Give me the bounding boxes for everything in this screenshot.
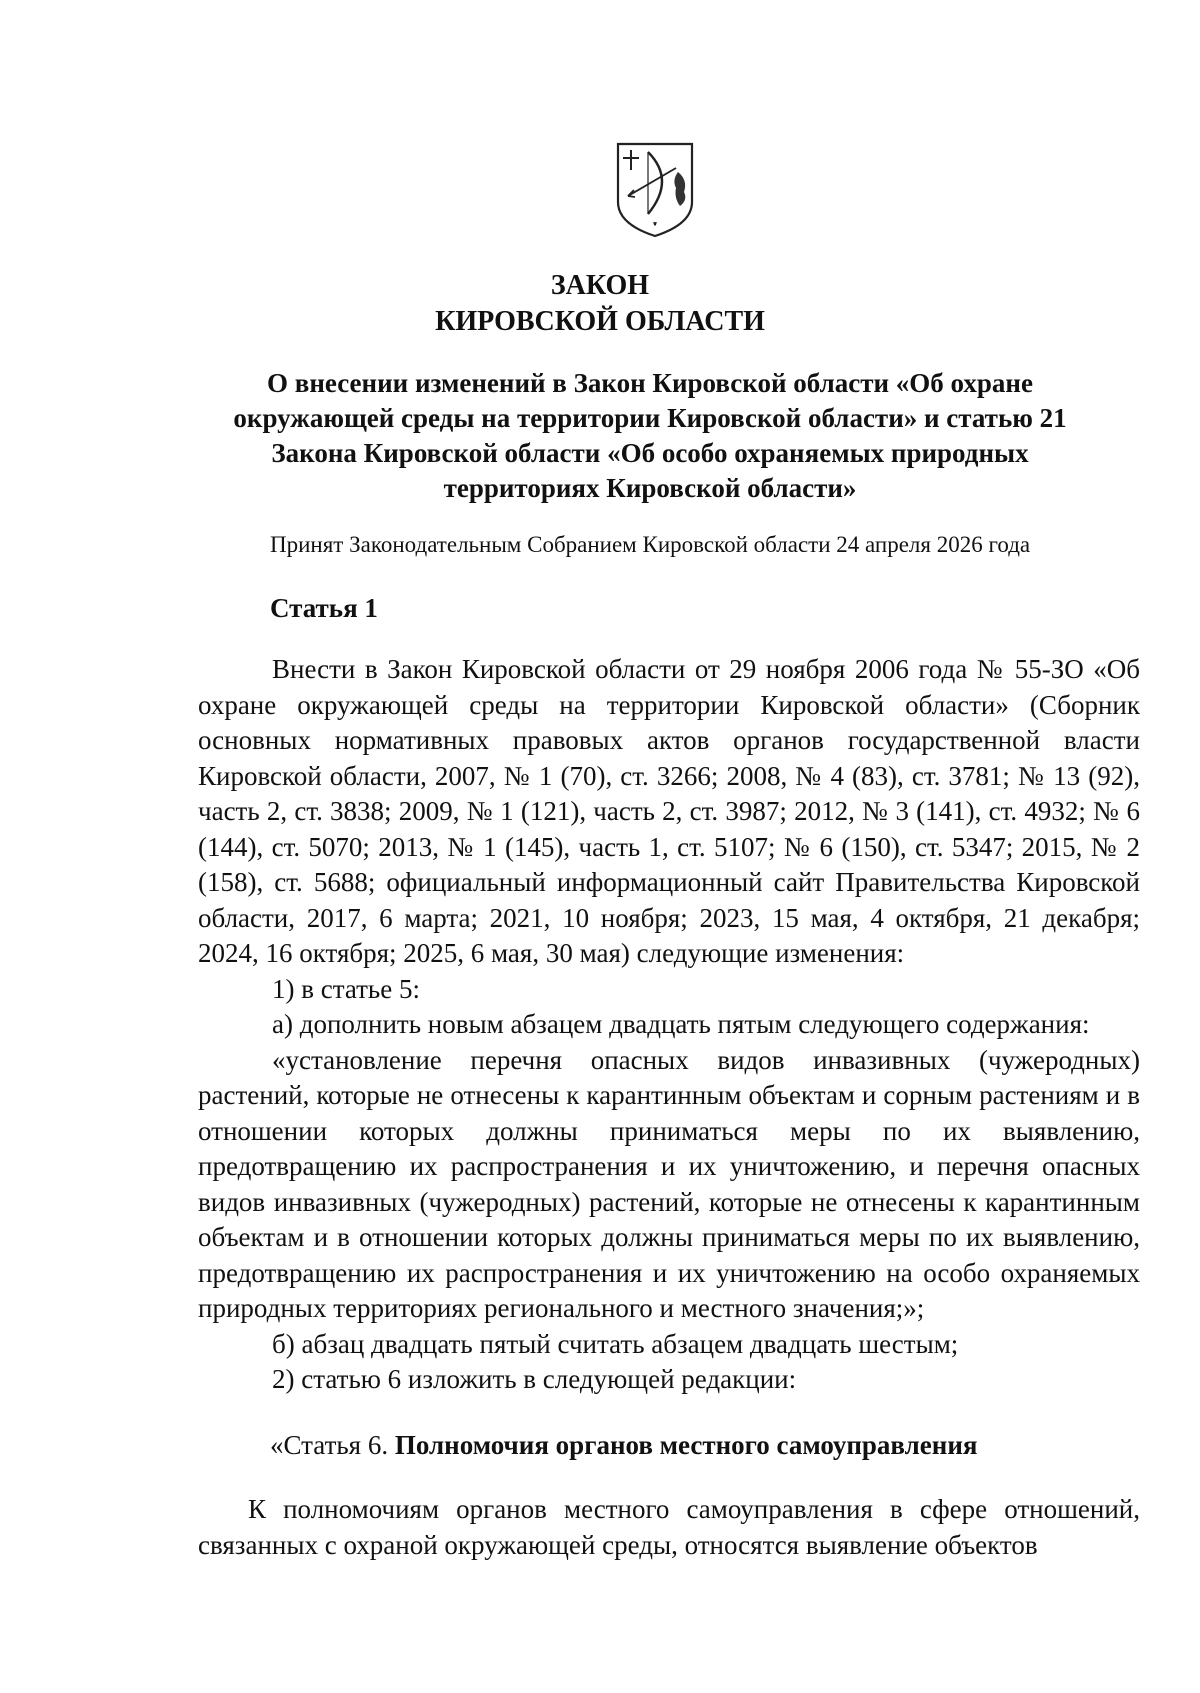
article-6-title: Полномочия органов местного самоуправления (394, 1430, 978, 1460)
article-6-heading (270, 1428, 977, 1462)
title-line-law: ЗАКОН (550, 270, 650, 301)
quoted-paragraph: «установление перечня опасных видов инвазивных (чужеродных) растений, которые не отнесены к карантинным объектам и сорным растениям и в отношении которых должны приниматься меры по их выявлению, предотвращению их распространения и их уничтожению, и перечня опасных видов инвазивных (чужеродных) растений, которые не отнесены к карантинным объектам и в отношении которых должны приниматься меры по их выявлению, предотвращению их распространения и их уничтожению на особо охраняемых природных территориях регионального и местного значения;»; (198, 1044, 1140, 1323)
article-6-paragraph: К полномочиям органов местного самоуправления в сфере отношений, связанных с охраной окружающей среды, относятся выявление объектов (198, 1494, 1140, 1560)
subtitle-line: окружающей среды на территории Кировской области» и статью 21 (233, 403, 1067, 433)
list-item: а) дополнить новым абзацем двадцать пятым следующего содержания: (272, 1009, 1090, 1039)
subtitle-line: территориях Кировской области» (443, 473, 857, 503)
list-item: 1) в статье 5: (272, 973, 420, 1004)
article-1-body (198, 652, 1140, 1398)
subtitle-line: Закона Кировской области «Об особо охраняемых природных (271, 438, 1029, 468)
title-line-region: КИРОВСКОЙ ОБЛАСТИ (435, 306, 765, 337)
article-6-body (198, 1492, 1140, 1563)
law-subtitle (200, 366, 1100, 506)
list-item: 2) статью 6 изложить в следующей редакции: (272, 1364, 797, 1394)
article-1-intro: Внести в Закон Кировской области от 29 ноября 2006 года № 55-ЗО «Об охране окружающей среды на территории Кировской области» (Сборник основных нормативных правовых актов органов государственной власти Кировской области, 2007, № 1 (70), ст. 3266; 2008, № 4 (83), ст. 3781; № 13 (92), часть 2, ст. 3838; 2009, № 1 (121), часть 2, ст. 3987; 2012, № 3 (141), ст. 4932; № 6 (144), ст. 5070; 2013, № 1 (145), часть 1, ст. 5107; № 6 (150), ст. 5347; 2015, № 2 (158), ст. 5688; официальный информационный сайт Правительства Кировской области, 2017, 6 марта; 2021, 10 ноября; 2023, 15 мая, 4 октября, 21 декабря; 2024, 16 октября; 2025, 6 мая, 30 мая) следующие изменения: (198, 654, 1140, 968)
subtitle-line: О внесении изменений в Закон Кировской области «Об охране (267, 368, 1033, 398)
article-1-heading: Статья 1 (270, 593, 378, 623)
article-6-prefix: «Статья 6. (270, 1430, 389, 1460)
kirov-oblast-coat-of-arms-icon (614, 140, 696, 240)
adoption-note: Принят Законодательным Собранием Кировской области 24 апреля 2026 года (270, 532, 1031, 557)
law-title (0, 268, 1200, 340)
list-item: б) абзац двадцать пятый считать абзацем двадцать шестым; (272, 1328, 959, 1359)
